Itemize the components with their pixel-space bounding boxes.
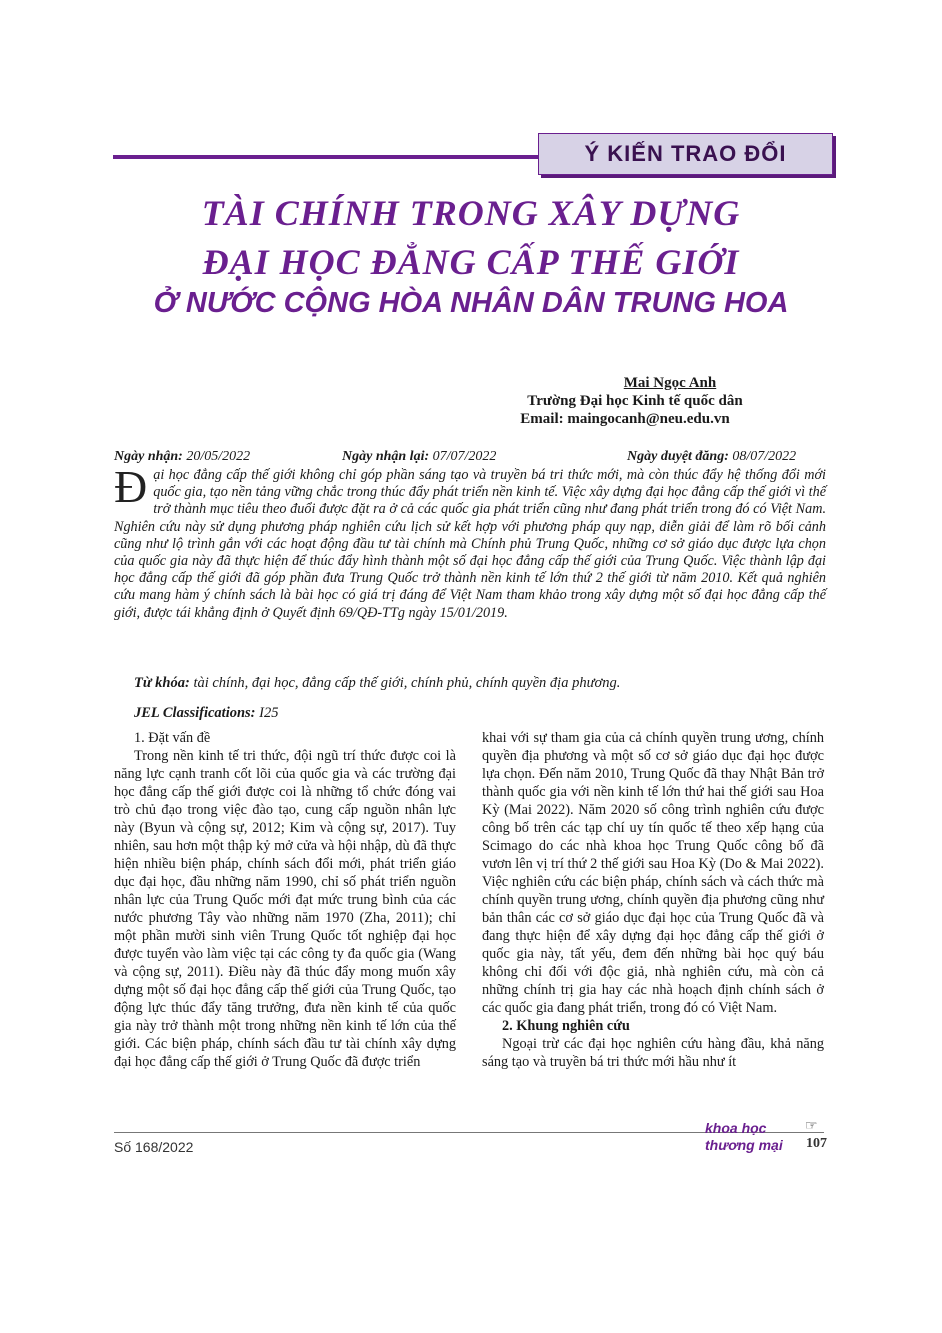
approved-value: 08/07/2022 bbox=[732, 449, 797, 464]
section-tag: Ý KIẾN TRAO ĐỔI bbox=[538, 133, 833, 175]
keywords bbox=[134, 675, 834, 692]
pointing-hand-icon: ☞ bbox=[805, 1119, 818, 1134]
section-heading-1: 1. Đặt vấn đề bbox=[134, 730, 211, 746]
approved-label: Ngày duyệt đăng: bbox=[627, 449, 729, 464]
received-value: 20/05/2022 bbox=[186, 449, 251, 464]
keywords-label: Từ khóa: bbox=[134, 675, 190, 691]
jel-label: JEL Classifications: bbox=[134, 705, 256, 721]
abstract bbox=[114, 461, 826, 622]
body-column-left bbox=[114, 729, 456, 1071]
jel-code: I25 bbox=[259, 705, 279, 721]
revised-label: Ngày nhận lại: bbox=[342, 449, 430, 464]
body-paragraph: Ngoại trừ các đại học nghiên cứu hàng đầu, khả năng sáng tạo và truyền bá tri thức mới hầu như ít bbox=[482, 1036, 824, 1070]
journal-logo-line-1: khoa học bbox=[705, 1120, 767, 1136]
keywords-text: tài chính, đại học, đẳng cấp thế giới, chính phủ, chính quyền địa phương. bbox=[193, 675, 621, 691]
author-email: Email: maingocanh@neu.edu.vn bbox=[520, 411, 730, 427]
jel-classification bbox=[134, 705, 278, 722]
issue-number: Số 168/2022 bbox=[114, 1139, 194, 1155]
author-affiliation: Trường Đại học Kinh tế quốc dân bbox=[527, 393, 743, 409]
article-title-line-2: ĐẠI HỌC ĐẲNG CẤP THẾ GIỚI bbox=[202, 242, 740, 282]
author-name: Mai Ngọc Anh bbox=[623, 375, 717, 391]
section-heading-2: 2. Khung nghiên cứu bbox=[502, 1018, 630, 1034]
body-paragraph: khai với sự tham gia của cả chính quyền trung ương, chính quyền địa phương và một số cơ sở giáo dục đại học được lựa chọn. Đến năm 2010, Trung Quốc đã thay Nhật Bản trở thành quốc gia với nền kinh tế lớn thứ hai thế giới sau Hoa Kỳ (Mai 2022). Năm 2020 số công trình nghiên cứu được công bố trên các tạp chí uy tín quốc tế theo xếp hạng của Scimago do các nhà khoa học Trung Quốc công bố đã vươn lên vị trí thứ 2 thế giới sau Hoa Kỳ (Do & Mai 2022). Việc nghiên cứu các biện pháp, chính sách và cách thức mà chính quyền trung ương, chính quyền địa phương cũng như bản thân các cơ sở giáo dục đại học của Trung Quốc đã và đang thực hiện để xây dựng đại học đẳng cấp thế giới ở quốc gia này, tất yếu, đem đến những bài học quý báu không chỉ đối với độc giả, nhà nghiên cứu, mà còn cả những chính trị gia hay các nhà hoạch định chính sách ở các quốc gia đang phát triển, trong đó có Việt Nam. bbox=[482, 730, 824, 1016]
section-rule bbox=[113, 155, 538, 159]
received-label: Ngày nhận: bbox=[114, 449, 183, 464]
body-column-right bbox=[482, 729, 824, 1071]
approved-date bbox=[627, 449, 796, 465]
revised-date bbox=[342, 449, 496, 465]
revised-value: 07/07/2022 bbox=[432, 449, 497, 464]
article-title-line-1: TÀI CHÍNH TRONG XÂY DỰNG bbox=[201, 193, 741, 233]
article-title-line-3: Ở NƯỚC CỘNG HÒA NHÂN DÂN TRUNG HOA bbox=[153, 287, 789, 319]
body-paragraph: Trong nền kinh tế tri thức, đội ngũ trí thức được coi là năng lực cạnh tranh cốt lõi của quốc gia và các trường đại học đẳng cấp thế giới được coi là những tổ chức đóng vai trò chủ đạo trong việc đào tạo, cung cấp nguồn nhân lực này (Byun và cộng sự, 2012; Kim và cộng sự, 2017). Tuy nhiên, sau hơn một thập kỷ mở cửa và hội nhập, dù đã thực hiện nhiều biện pháp, chính sách đổi mới, phát triển giáo dục đại học, đầu những năm 1990, chỉ số phát triển nguồn nhân lực của Trung Quốc mới đạt mức trung bình của các nước phương Tây vào những năm 1970 (Zha, 2011); chỉ một phần mười sinh viên Trung Quốc tốt nghiệp đại học được tuyển vào làm việc tại các công ty đa quốc gia (Wang và cộng sự, 2011). Điều này đã thúc đẩy mong muốn xây dựng một số đại học đẳng cấp thế giới của Trung Quốc, tạo động lực thúc đẩy tăng trưởng, đưa nền kinh tế của quốc gia này trở thành một trong những nền kinh tế lớn của thế giới. Các biện pháp, chính sách đầu tư tài chính xây dựng đại học đẳng cấp thế giới ở Trung Quốc đã được triển bbox=[114, 748, 456, 1070]
abstract-dropcap: Đ bbox=[114, 461, 148, 512]
abstract-text: ại học đẳng cấp thế giới không chỉ góp phần sáng tạo và truyền bá tri thức mới, mà còn thúc đẩy hệ thống đổi mới quốc gia, tạo nền tảng vững chắc trong thúc đẩy phát triển nền kinh tế. Việc xây dựng đại học đẳng cấp thế giới vì thế trở thành mục tiêu theo đuổi được đặt ra ở cả các quốc gia phát triển cũng như đang phát triển trong đó có Việt Nam. Nghiên cứu này sử dụng phương pháp nghiên cứu lịch sử kết hợp với phương pháp quy nạp, diễn giải để làm rõ bối cảnh cũng như lộ trình gắn với các hoạt động đầu tư tài chính mà Chính phủ Trung Quốc, những cơ sở giáo dục được lựa chọn của quốc gia này đã thực hiện để thúc đẩy hình thành một số đại học đẳng cấp thế giới của Trung Quốc. Việc thành lập đại học đẳng cấp thế giới đã góp phần đưa Trung Quốc trở thành nền kinh tế lớn thứ 2 thế giới từ năm 2010. Kết quả nghiên cứu mang hàm ý chính sách là bài học có giá trị đáng để Việt Nam tham khảo trong xây dựng một số đại học đẳng cấp thế giới, được tái khẳng định ở Quyết định 69/QĐ-TTg ngày 15/01/2019. bbox=[114, 467, 826, 621]
journal-logo bbox=[705, 1120, 785, 1154]
journal-logo-line-2: thương mại bbox=[705, 1137, 783, 1153]
author-block bbox=[420, 374, 820, 428]
page-number: 107 bbox=[806, 1136, 827, 1151]
